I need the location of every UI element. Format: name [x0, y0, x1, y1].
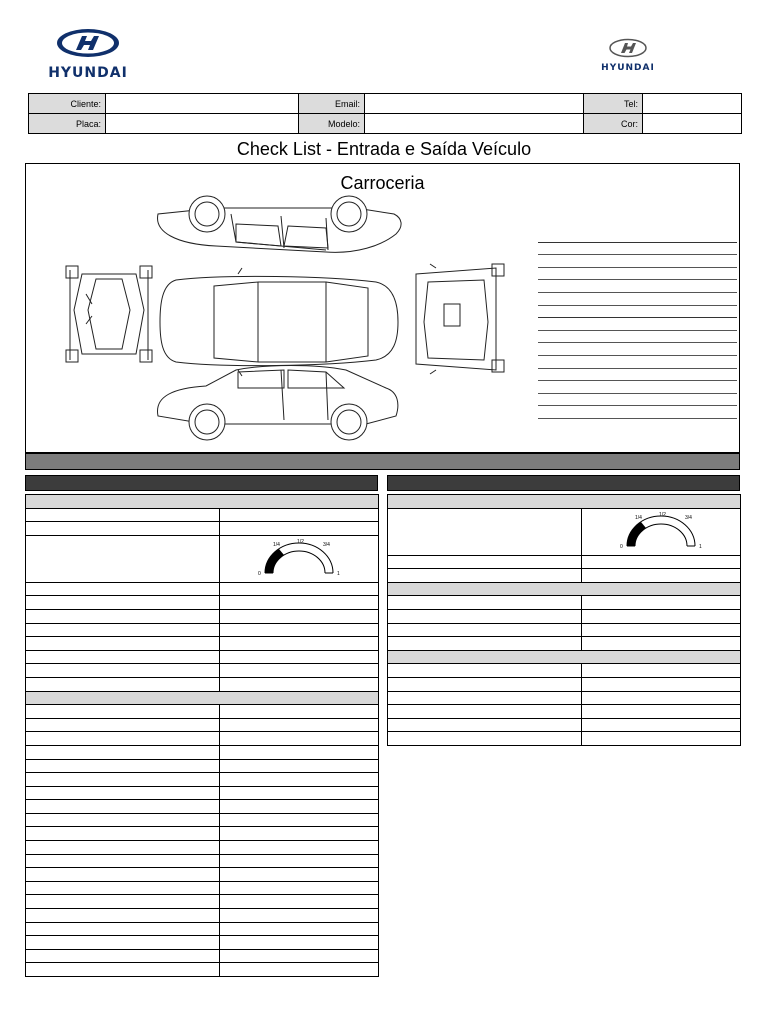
left-value-cell[interactable]	[220, 909, 379, 923]
right-section-header	[387, 475, 740, 491]
svg-text:1: 1	[337, 570, 340, 577]
right-value-cell[interactable]	[582, 691, 741, 705]
left-item-cell[interactable]	[26, 582, 220, 596]
right-row	[388, 596, 741, 610]
right-row	[388, 637, 741, 651]
right-value-cell[interactable]	[582, 609, 741, 623]
left-value-cell[interactable]	[220, 582, 379, 596]
left-row	[26, 773, 379, 787]
left-subheader-cell	[26, 691, 379, 705]
left-item-cell[interactable]	[26, 963, 220, 977]
left-value-cell[interactable]	[220, 786, 379, 800]
left-value-cell[interactable]	[220, 759, 379, 773]
left-item-cell[interactable]	[26, 800, 220, 814]
left-row	[26, 936, 379, 950]
left-value-cell[interactable]	[220, 841, 379, 855]
left-item-cell[interactable]	[26, 522, 220, 536]
right-value-cell[interactable]	[582, 596, 741, 610]
left-value-cell[interactable]	[220, 508, 379, 522]
modelo-field[interactable]	[365, 114, 584, 134]
svg-text:1/2: 1/2	[659, 511, 666, 518]
svg-text:1/4: 1/4	[273, 541, 280, 548]
right-row	[388, 691, 741, 705]
right-item-cell[interactable]	[388, 718, 582, 732]
left-item-cell[interactable]	[26, 609, 220, 623]
left-value-cell[interactable]	[220, 609, 379, 623]
left-row	[26, 745, 379, 759]
left-item-cell[interactable]	[26, 705, 220, 719]
left-item-cell[interactable]	[26, 949, 220, 963]
left-section-header	[25, 475, 378, 491]
left-item-cell[interactable]	[26, 841, 220, 855]
left-row	[26, 582, 379, 596]
fuel-gauge-cell[interactable]	[582, 508, 741, 555]
left-item-cell[interactable]	[26, 854, 220, 868]
left-row	[26, 868, 379, 882]
svg-text:1/4: 1/4	[635, 514, 642, 521]
car-side-view-bottom	[157, 366, 397, 441]
right-item-cell[interactable]	[388, 691, 582, 705]
left-row	[26, 677, 379, 691]
left-row	[26, 800, 379, 814]
left-item-cell[interactable]	[26, 936, 220, 950]
left-item-cell[interactable]	[26, 732, 220, 746]
left-value-cell[interactable]	[220, 664, 379, 678]
left-value-cell[interactable]	[220, 895, 379, 909]
left-row	[26, 650, 379, 664]
left-row	[26, 949, 379, 963]
left-value-cell[interactable]	[220, 868, 379, 882]
left-row	[26, 895, 379, 909]
left-row	[26, 609, 379, 623]
right-value-cell[interactable]	[582, 664, 741, 678]
carroceria-panel	[25, 163, 740, 453]
left-row	[26, 813, 379, 827]
left-item-cell[interactable]	[26, 623, 220, 637]
left-item-cell[interactable]	[26, 773, 220, 787]
cor-label: Cor:	[584, 114, 643, 134]
left-row	[26, 637, 379, 651]
right-value-cell[interactable]	[582, 637, 741, 651]
right-row	[388, 569, 741, 583]
left-item-cell[interactable]	[26, 813, 220, 827]
left-row	[26, 963, 379, 977]
svg-text:0: 0	[620, 543, 623, 550]
left-item-cell[interactable]	[26, 881, 220, 895]
left-value-cell[interactable]	[220, 650, 379, 664]
left-value-cell[interactable]	[220, 773, 379, 787]
hyundai-logo	[42, 28, 134, 81]
cliente-label: Cliente:	[29, 94, 106, 114]
cliente-field[interactable]	[106, 94, 299, 114]
left-value-cell[interactable]	[220, 705, 379, 719]
right-item-cell[interactable]	[388, 637, 582, 651]
left-row	[26, 596, 379, 610]
left-row	[26, 522, 379, 536]
notes-lines[interactable]	[538, 230, 737, 419]
right-value-cell[interactable]	[582, 732, 741, 746]
right-subheader-row	[388, 650, 741, 664]
fuel-gauge-icon	[251, 537, 347, 579]
left-row	[26, 732, 379, 746]
left-value-cell[interactable]	[220, 827, 379, 841]
right-item-cell[interactable]	[388, 569, 582, 583]
car-side-view-top	[158, 196, 402, 252]
fuel-gauge-cell[interactable]	[220, 535, 379, 582]
left-row	[26, 718, 379, 732]
email-field[interactable]	[365, 94, 584, 114]
left-row	[26, 827, 379, 841]
right-item-cell[interactable]	[388, 609, 582, 623]
right-item-cell[interactable]	[388, 623, 582, 637]
right-row	[388, 718, 741, 732]
left-row	[26, 508, 379, 522]
brand-wordmark-small: HYUNDAI	[601, 63, 655, 73]
email-label: Email:	[299, 94, 365, 114]
hyundai-logo-small	[600, 38, 656, 73]
placa-field[interactable]	[106, 114, 299, 134]
client-info-table	[28, 93, 742, 134]
left-row	[26, 664, 379, 678]
left-item-cell[interactable]	[26, 895, 220, 909]
left-value-cell[interactable]	[220, 813, 379, 827]
left-value-cell[interactable]	[220, 732, 379, 746]
right-row	[388, 677, 741, 691]
right-row	[388, 664, 741, 678]
right-item-cell[interactable]	[388, 508, 582, 555]
left-subheader-cell	[26, 495, 379, 509]
tel-field[interactable]	[643, 94, 742, 114]
carroceria-title: Carroceria	[340, 173, 425, 193]
hyundai-emblem-icon	[42, 28, 134, 58]
right-value-cell[interactable]	[582, 718, 741, 732]
left-row	[26, 854, 379, 868]
left-row	[26, 705, 379, 719]
car-front-view	[66, 266, 152, 362]
divider-band	[25, 453, 740, 470]
left-item-cell[interactable]	[26, 745, 220, 759]
left-value-cell[interactable]	[220, 881, 379, 895]
left-item-cell[interactable]	[26, 786, 220, 800]
left-value-cell[interactable]	[220, 677, 379, 691]
left-item-cell[interactable]	[26, 909, 220, 923]
right-row	[388, 555, 741, 569]
left-row	[26, 759, 379, 773]
left-value-cell[interactable]	[220, 596, 379, 610]
left-item-cell[interactable]	[26, 922, 220, 936]
left-item-cell[interactable]	[26, 759, 220, 773]
right-subheader-cell	[388, 582, 741, 596]
left-item-cell[interactable]	[26, 868, 220, 882]
left-value-cell[interactable]	[220, 800, 379, 814]
svg-text:3/4: 3/4	[323, 541, 330, 548]
right-row	[388, 508, 741, 555]
right-item-cell[interactable]	[388, 732, 582, 746]
svg-text:0: 0	[258, 570, 261, 577]
left-item-cell[interactable]	[26, 664, 220, 678]
svg-text:1: 1	[699, 543, 702, 550]
right-item-cell[interactable]	[388, 664, 582, 678]
right-value-cell[interactable]	[582, 555, 741, 569]
left-value-cell[interactable]	[220, 963, 379, 977]
left-value-cell[interactable]	[220, 718, 379, 732]
left-row	[26, 909, 379, 923]
left-item-cell[interactable]	[26, 637, 220, 651]
left-item-cell[interactable]	[26, 677, 220, 691]
right-checklist-table	[387, 494, 741, 746]
left-value-cell[interactable]	[220, 745, 379, 759]
left-row	[26, 922, 379, 936]
info-row-1	[29, 94, 742, 114]
left-row	[26, 841, 379, 855]
right-subheader-row	[388, 582, 741, 596]
left-value-cell[interactable]	[220, 854, 379, 868]
left-item-cell[interactable]	[26, 718, 220, 732]
left-value-cell[interactable]	[220, 936, 379, 950]
right-row	[388, 732, 741, 746]
modelo-label: Modelo:	[299, 114, 365, 134]
brand-wordmark: HYUNDAI	[48, 65, 128, 81]
left-item-cell[interactable]	[26, 535, 220, 582]
placa-label: Placa:	[29, 114, 106, 134]
left-checklist-table	[25, 494, 379, 977]
left-subheader-row	[26, 691, 379, 705]
right-subheader-cell	[388, 650, 741, 664]
right-row	[388, 623, 741, 637]
left-row	[26, 535, 379, 582]
right-subheader-cell	[388, 495, 741, 509]
right-value-cell[interactable]	[582, 569, 741, 583]
left-item-cell[interactable]	[26, 650, 220, 664]
left-value-cell[interactable]	[220, 522, 379, 536]
left-item-cell[interactable]	[26, 827, 220, 841]
car-rear-view	[416, 264, 504, 374]
left-item-cell[interactable]	[26, 508, 220, 522]
right-row	[388, 705, 741, 719]
right-item-cell[interactable]	[388, 555, 582, 569]
car-top-view	[160, 268, 398, 376]
left-row	[26, 786, 379, 800]
fuel-gauge-icon	[613, 510, 709, 552]
left-value-cell[interactable]	[220, 623, 379, 637]
right-item-cell[interactable]	[388, 705, 582, 719]
right-subheader-row	[388, 495, 741, 509]
tel-label: Tel:	[584, 94, 643, 114]
svg-text:3/4: 3/4	[685, 514, 692, 521]
cor-field[interactable]	[643, 114, 742, 134]
right-item-cell[interactable]	[388, 596, 582, 610]
left-value-cell[interactable]	[220, 637, 379, 651]
right-value-cell[interactable]	[582, 705, 741, 719]
left-row	[26, 881, 379, 895]
hyundai-emblem-small-icon	[600, 38, 656, 58]
right-value-cell[interactable]	[582, 677, 741, 691]
info-row-2	[29, 114, 742, 134]
left-value-cell[interactable]	[220, 922, 379, 936]
left-value-cell[interactable]	[220, 949, 379, 963]
left-subheader-row	[26, 495, 379, 509]
left-item-cell[interactable]	[26, 596, 220, 610]
svg-text:1/2: 1/2	[297, 538, 304, 545]
left-row	[26, 623, 379, 637]
right-row	[388, 609, 741, 623]
page-title: Check List - Entrada e Saída Veículo	[236, 139, 532, 159]
right-value-cell[interactable]	[582, 623, 741, 637]
right-item-cell[interactable]	[388, 677, 582, 691]
